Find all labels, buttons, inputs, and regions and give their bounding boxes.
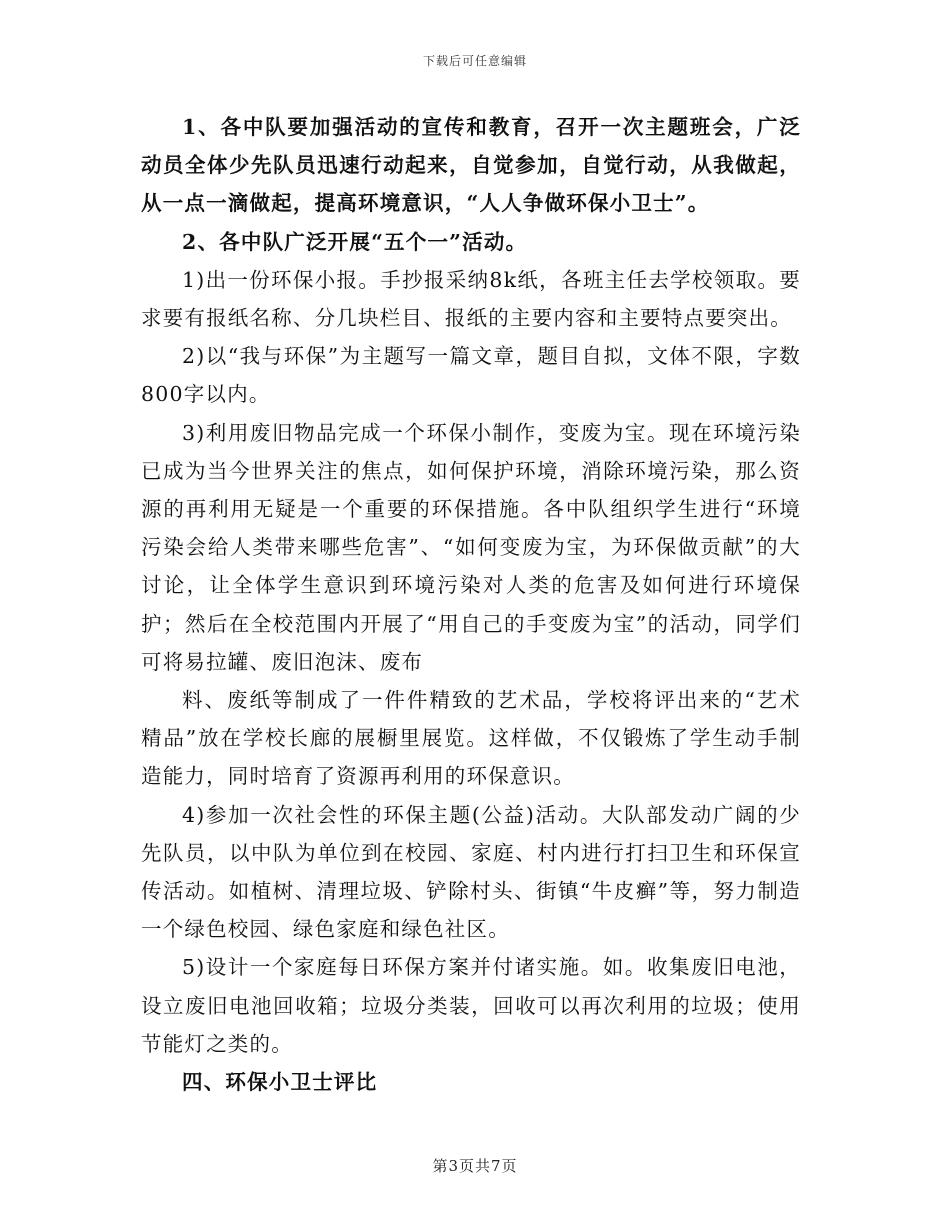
paragraph-2-five-activities: 2、各中队广泛开展“五个一”活动。 — [182, 229, 528, 254]
paragraph-1-publicity: 1、各中队要加强活动的宣传和教育，召开一次主题班会，广泛动员全体少先队员迅速行动起来，自觉参加，自觉行动，从我做起，从一点一滴做起，提高环境意识，“人人争做环保小卫士”。 — [141, 115, 801, 216]
section-heading-evaluation: 四、环保小卫士评比 — [182, 1070, 378, 1095]
paragraph-item-newspaper: 1)出一份环保小报。手抄报采纳8k纸，各班主任去学校领取。要求要有报纸名称、分几块栏目、报纸的主要内容和主要特点要突出。 — [141, 267, 801, 331]
paragraph-item-family-plan: 5)设计一个家庭每日环保方案并付诸实施。如。收集废旧电池，设立废旧电池回收箱；垃圾分类装，回收可以再次利用的垃圾；使用节能灯之类的。 — [141, 955, 801, 1056]
paragraph-item-essay: 2)以“我与环保”为主题写一篇文章，题目自拟，文体不限，字数800字以内。 — [141, 344, 801, 407]
paragraph-item-craft-continued: 料、废纸等制成了一件件精致的艺术品，学校将评出来的“艺术精品”放在学校长廊的展橱里展览。这样做，不仅锻炼了学生动手制造能力，同时培育了资源再利用的环保意识。 — [141, 688, 801, 789]
document-body — [141, 108, 801, 1101]
paragraph-item-public-activity: 4)参加一次社会性的环保主题(公益)活动。大队部发动广阔的少先队员，以中队为单位到在校园、家庭、村内进行打扫卫生和环保宣传活动。如植树、清理垃圾、铲除村头、街镇“牛皮癣”等，努力制造一个绿色校园、绿色家庭和绿色社区。 — [141, 802, 801, 942]
page-footer-number: 第3页共7页 — [432, 1157, 518, 1175]
page-header: 下载后可任意编辑 — [422, 54, 527, 68]
paragraph-item-recycled-craft: 3)利用废旧物品完成一个环保小制作，变废为宝。现在环境污染已成为当今世界关注的焦点，如何保护环境，消除环境污染，那么资源的再利用无疑是一个重要的环保措施。各中队组织学生进行“环境污染会给人类带来哪些危害”、“如何变废为宝，为环保做贡献”的大讨论，让全体学生意识到环境污染对人类的危害及如何进行环境保护；然后在全校范围内开展了“用自己的手变废为宝”的活动，同学们可将易拉罐、废旧泡沫、废布 — [141, 420, 801, 674]
